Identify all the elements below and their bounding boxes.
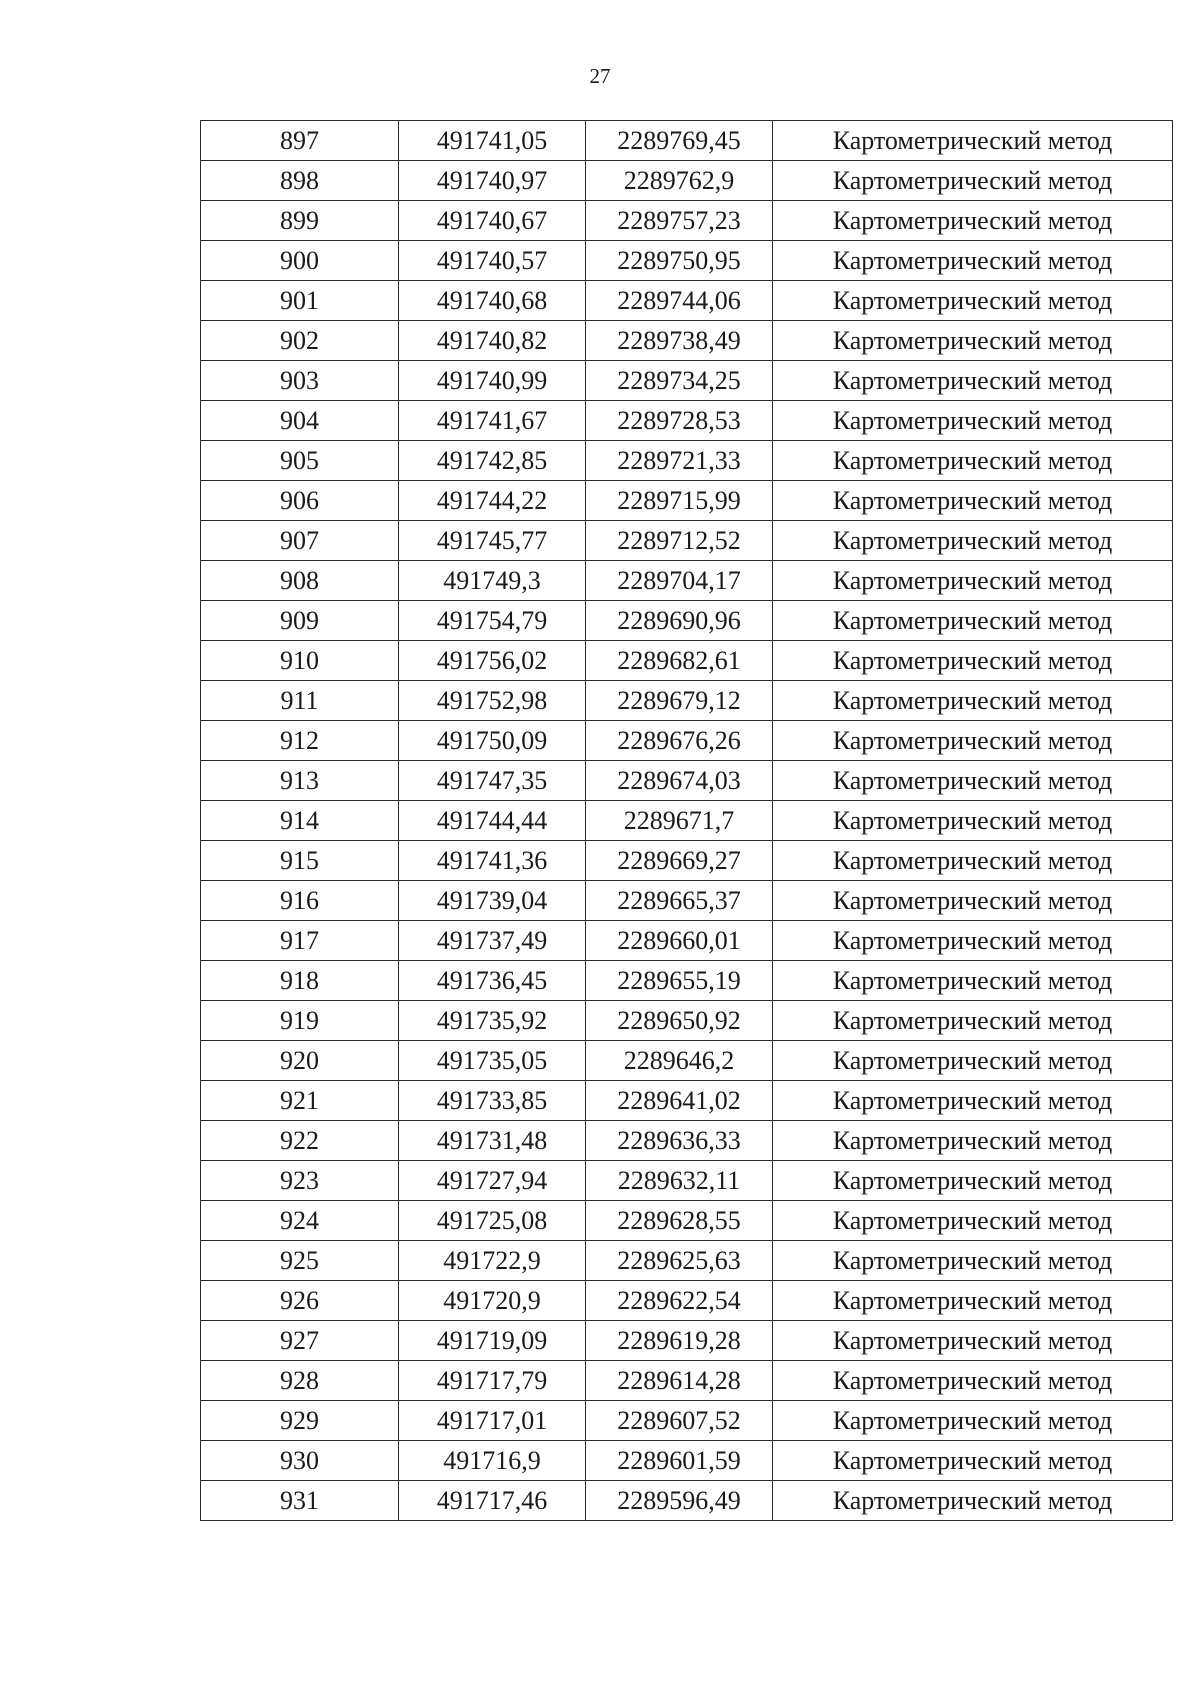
table-row xyxy=(201,1081,1173,1121)
x-coordinate-cell: 491735,05 xyxy=(399,1041,586,1081)
table-row xyxy=(201,641,1173,681)
x-coordinate-cell: 491736,45 xyxy=(399,961,586,1001)
y-coordinate-cell: 2289744,06 xyxy=(586,281,773,321)
method-cell: Картометрический метод xyxy=(773,681,1173,721)
x-coordinate-cell: 491747,35 xyxy=(399,761,586,801)
point-number-cell: 916 xyxy=(201,881,399,921)
method-cell: Картометрический метод xyxy=(773,241,1173,281)
method-cell: Картометрический метод xyxy=(773,601,1173,641)
point-number-cell: 911 xyxy=(201,681,399,721)
x-coordinate-cell: 491740,57 xyxy=(399,241,586,281)
x-coordinate-cell: 491731,48 xyxy=(399,1121,586,1161)
y-coordinate-cell: 2289690,96 xyxy=(586,601,773,641)
y-coordinate-cell: 2289665,37 xyxy=(586,881,773,921)
method-cell: Картометрический метод xyxy=(773,1481,1173,1521)
method-cell: Картометрический метод xyxy=(773,321,1173,361)
point-number-cell: 917 xyxy=(201,921,399,961)
y-coordinate-cell: 2289682,61 xyxy=(586,641,773,681)
method-cell: Картометрический метод xyxy=(773,1121,1173,1161)
x-coordinate-cell: 491722,9 xyxy=(399,1241,586,1281)
page-number: 27 xyxy=(589,64,611,88)
point-number-cell: 927 xyxy=(201,1321,399,1361)
method-cell: Картометрический метод xyxy=(773,841,1173,881)
point-number-cell: 902 xyxy=(201,321,399,361)
x-coordinate-cell: 491745,77 xyxy=(399,521,586,561)
table-row xyxy=(201,721,1173,761)
method-cell: Картометрический метод xyxy=(773,921,1173,961)
point-number-cell: 922 xyxy=(201,1121,399,1161)
x-coordinate-cell: 491720,9 xyxy=(399,1281,586,1321)
x-coordinate-cell: 491741,36 xyxy=(399,841,586,881)
y-coordinate-cell: 2289769,45 xyxy=(586,121,773,161)
method-cell: Картометрический метод xyxy=(773,1081,1173,1121)
point-number-cell: 915 xyxy=(201,841,399,881)
table-row xyxy=(201,841,1173,881)
y-coordinate-cell: 2289619,28 xyxy=(586,1321,773,1361)
x-coordinate-cell: 491740,97 xyxy=(399,161,586,201)
y-coordinate-cell: 2289734,25 xyxy=(586,361,773,401)
method-cell: Картометрический метод xyxy=(773,121,1173,161)
table-row xyxy=(201,441,1173,481)
point-number-cell: 900 xyxy=(201,241,399,281)
table-row xyxy=(201,921,1173,961)
point-number-cell: 923 xyxy=(201,1161,399,1201)
y-coordinate-cell: 2289721,33 xyxy=(586,441,773,481)
x-coordinate-cell: 491740,67 xyxy=(399,201,586,241)
point-number-cell: 913 xyxy=(201,761,399,801)
x-coordinate-cell: 491727,94 xyxy=(399,1161,586,1201)
x-coordinate-cell: 491717,01 xyxy=(399,1401,586,1441)
point-number-cell: 930 xyxy=(201,1441,399,1481)
x-coordinate-cell: 491744,44 xyxy=(399,801,586,841)
y-coordinate-cell: 2289750,95 xyxy=(586,241,773,281)
table-row xyxy=(201,1201,1173,1241)
y-coordinate-cell: 2289674,03 xyxy=(586,761,773,801)
y-coordinate-cell: 2289762,9 xyxy=(586,161,773,201)
table-row xyxy=(201,561,1173,601)
method-cell: Картометрический метод xyxy=(773,481,1173,521)
table-row xyxy=(201,1321,1173,1361)
point-number-cell: 897 xyxy=(201,121,399,161)
x-coordinate-cell: 491725,08 xyxy=(399,1201,586,1241)
x-coordinate-cell: 491741,05 xyxy=(399,121,586,161)
y-coordinate-cell: 2289650,92 xyxy=(586,1001,773,1041)
table-row xyxy=(201,1281,1173,1321)
point-number-cell: 901 xyxy=(201,281,399,321)
x-coordinate-cell: 491754,79 xyxy=(399,601,586,641)
table-row xyxy=(201,1001,1173,1041)
y-coordinate-cell: 2289676,26 xyxy=(586,721,773,761)
x-coordinate-cell: 491740,68 xyxy=(399,281,586,321)
point-number-cell: 918 xyxy=(201,961,399,1001)
y-coordinate-cell: 2289704,17 xyxy=(586,561,773,601)
point-number-cell: 929 xyxy=(201,1401,399,1441)
table-row xyxy=(201,1361,1173,1401)
point-number-cell: 920 xyxy=(201,1041,399,1081)
point-number-cell: 910 xyxy=(201,641,399,681)
x-coordinate-cell: 491737,49 xyxy=(399,921,586,961)
y-coordinate-cell: 2289715,99 xyxy=(586,481,773,521)
x-coordinate-cell: 491752,98 xyxy=(399,681,586,721)
x-coordinate-cell: 491717,79 xyxy=(399,1361,586,1401)
y-coordinate-cell: 2289660,01 xyxy=(586,921,773,961)
point-number-cell: 907 xyxy=(201,521,399,561)
point-number-cell: 905 xyxy=(201,441,399,481)
table-row xyxy=(201,881,1173,921)
method-cell: Картометрический метод xyxy=(773,761,1173,801)
table-row xyxy=(201,161,1173,201)
y-coordinate-cell: 2289679,12 xyxy=(586,681,773,721)
x-coordinate-cell: 491756,02 xyxy=(399,641,586,681)
method-cell: Картометрический метод xyxy=(773,801,1173,841)
point-number-cell: 904 xyxy=(201,401,399,441)
method-cell: Картометрический метод xyxy=(773,1041,1173,1081)
point-number-cell: 925 xyxy=(201,1241,399,1281)
y-coordinate-cell: 2289669,27 xyxy=(586,841,773,881)
y-coordinate-cell: 2289757,23 xyxy=(586,201,773,241)
method-cell: Картометрический метод xyxy=(773,721,1173,761)
point-number-cell: 903 xyxy=(201,361,399,401)
y-coordinate-cell: 2289632,11 xyxy=(586,1161,773,1201)
x-coordinate-cell: 491749,3 xyxy=(399,561,586,601)
x-coordinate-cell: 491740,99 xyxy=(399,361,586,401)
point-number-cell: 914 xyxy=(201,801,399,841)
y-coordinate-cell: 2289636,33 xyxy=(586,1121,773,1161)
table-row xyxy=(201,361,1173,401)
x-coordinate-cell: 491719,09 xyxy=(399,1321,586,1361)
y-coordinate-cell: 2289596,49 xyxy=(586,1481,773,1521)
table-row xyxy=(201,761,1173,801)
point-number-cell: 899 xyxy=(201,201,399,241)
method-cell: Картометрический метод xyxy=(773,1201,1173,1241)
method-cell: Картометрический метод xyxy=(773,1001,1173,1041)
y-coordinate-cell: 2289671,7 xyxy=(586,801,773,841)
method-cell: Картометрический метод xyxy=(773,401,1173,441)
table-row xyxy=(201,681,1173,721)
method-cell: Картометрический метод xyxy=(773,281,1173,321)
table-row xyxy=(201,481,1173,521)
table-row xyxy=(201,961,1173,1001)
x-coordinate-cell: 491742,85 xyxy=(399,441,586,481)
table-row xyxy=(201,401,1173,441)
table-row xyxy=(201,1041,1173,1081)
table-row xyxy=(201,321,1173,361)
point-number-cell: 912 xyxy=(201,721,399,761)
point-number-cell: 924 xyxy=(201,1201,399,1241)
method-cell: Картометрический метод xyxy=(773,641,1173,681)
table-row xyxy=(201,601,1173,641)
x-coordinate-cell: 491744,22 xyxy=(399,481,586,521)
table-row xyxy=(201,1441,1173,1481)
table-row xyxy=(201,201,1173,241)
method-cell: Картометрический метод xyxy=(773,161,1173,201)
y-coordinate-cell: 2289728,53 xyxy=(586,401,773,441)
point-number-cell: 908 xyxy=(201,561,399,601)
coordinates-table xyxy=(200,120,1173,1521)
y-coordinate-cell: 2289614,28 xyxy=(586,1361,773,1401)
table-row xyxy=(201,1121,1173,1161)
point-number-cell: 909 xyxy=(201,601,399,641)
table-row xyxy=(201,281,1173,321)
method-cell: Картометрический метод xyxy=(773,1241,1173,1281)
y-coordinate-cell: 2289622,54 xyxy=(586,1281,773,1321)
point-number-cell: 921 xyxy=(201,1081,399,1121)
method-cell: Картометрический метод xyxy=(773,1361,1173,1401)
y-coordinate-cell: 2289601,59 xyxy=(586,1441,773,1481)
coordinates-table-body xyxy=(201,121,1173,1521)
y-coordinate-cell: 2289625,63 xyxy=(586,1241,773,1281)
method-cell: Картометрический метод xyxy=(773,561,1173,601)
point-number-cell: 906 xyxy=(201,481,399,521)
y-coordinate-cell: 2289628,55 xyxy=(586,1201,773,1241)
y-coordinate-cell: 2289655,19 xyxy=(586,961,773,1001)
y-coordinate-cell: 2289712,52 xyxy=(586,521,773,561)
table-row xyxy=(201,1481,1173,1521)
y-coordinate-cell: 2289646,2 xyxy=(586,1041,773,1081)
x-coordinate-cell: 491716,9 xyxy=(399,1441,586,1481)
x-coordinate-cell: 491735,92 xyxy=(399,1001,586,1041)
method-cell: Картометрический метод xyxy=(773,1401,1173,1441)
method-cell: Картометрический метод xyxy=(773,961,1173,1001)
table-row xyxy=(201,1241,1173,1281)
x-coordinate-cell: 491740,82 xyxy=(399,321,586,361)
method-cell: Картометрический метод xyxy=(773,1161,1173,1201)
method-cell: Картометрический метод xyxy=(773,361,1173,401)
method-cell: Картометрический метод xyxy=(773,521,1173,561)
method-cell: Картометрический метод xyxy=(773,881,1173,921)
method-cell: Картометрический метод xyxy=(773,201,1173,241)
method-cell: Картометрический метод xyxy=(773,1321,1173,1361)
method-cell: Картометрический метод xyxy=(773,1441,1173,1481)
x-coordinate-cell: 491750,09 xyxy=(399,721,586,761)
x-coordinate-cell: 491733,85 xyxy=(399,1081,586,1121)
x-coordinate-cell: 491717,46 xyxy=(399,1481,586,1521)
table-row xyxy=(201,1401,1173,1441)
y-coordinate-cell: 2289738,49 xyxy=(586,321,773,361)
point-number-cell: 919 xyxy=(201,1001,399,1041)
point-number-cell: 926 xyxy=(201,1281,399,1321)
y-coordinate-cell: 2289607,52 xyxy=(586,1401,773,1441)
point-number-cell: 928 xyxy=(201,1361,399,1401)
x-coordinate-cell: 491741,67 xyxy=(399,401,586,441)
point-number-cell: 931 xyxy=(201,1481,399,1521)
y-coordinate-cell: 2289641,02 xyxy=(586,1081,773,1121)
point-number-cell: 898 xyxy=(201,161,399,201)
x-coordinate-cell: 491739,04 xyxy=(399,881,586,921)
table-row xyxy=(201,801,1173,841)
method-cell: Картометрический метод xyxy=(773,441,1173,481)
table-row xyxy=(201,521,1173,561)
method-cell: Картометрический метод xyxy=(773,1281,1173,1321)
table-row xyxy=(201,241,1173,281)
table-row xyxy=(201,1161,1173,1201)
table-row xyxy=(201,121,1173,161)
